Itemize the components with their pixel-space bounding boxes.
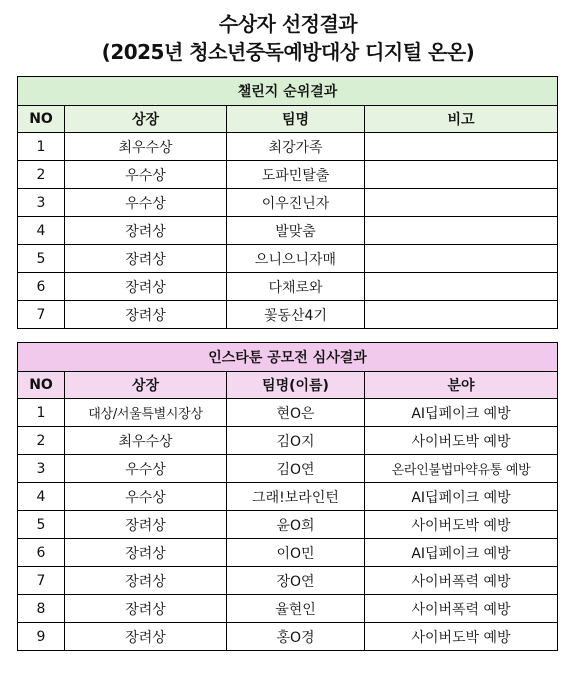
- table-header-row: [18, 372, 558, 399]
- cell-note: [365, 217, 558, 245]
- cell-team: 현O은: [227, 399, 365, 427]
- column-header-award: 상장: [65, 106, 227, 133]
- table-row: [18, 161, 558, 189]
- cell-no: 4: [18, 217, 65, 245]
- cell-team: 윤O희: [227, 511, 365, 539]
- cell-award: 장려상: [65, 623, 227, 651]
- cell-team: 최강가족: [227, 133, 365, 161]
- cell-category: AI딥페이크 예방: [365, 483, 558, 511]
- cell-no: 4: [18, 483, 65, 511]
- cell-note: [365, 273, 558, 301]
- instatoon-results-table: [17, 342, 558, 651]
- page-title: 수상자 선정결과: [218, 12, 358, 36]
- cell-no: 2: [18, 427, 65, 455]
- cell-no: 8: [18, 595, 65, 623]
- cell-team: 꽃동산4기: [227, 301, 365, 329]
- cell-no: 2: [18, 161, 65, 189]
- cell-note: [365, 133, 558, 161]
- cell-no: 1: [18, 133, 65, 161]
- table-row: [18, 217, 558, 245]
- cell-category: 온라인불법마약유통 예방: [365, 455, 558, 483]
- table-row: [18, 567, 558, 595]
- page-subtitle: (2025년 청소년중독예방대상 디지털 온온): [101, 40, 475, 64]
- title-block: [0, 0, 576, 66]
- table-row: [18, 273, 558, 301]
- cell-category: 사이버폭력 예방: [365, 567, 558, 595]
- cell-no: 6: [18, 539, 65, 567]
- column-header-no: NO: [18, 372, 65, 399]
- cell-team: 이우진닌자: [227, 189, 365, 217]
- cell-no: 6: [18, 273, 65, 301]
- cell-no: 5: [18, 511, 65, 539]
- cell-category: 사이버폭력 예방: [365, 595, 558, 623]
- table-row: [18, 427, 558, 455]
- cell-category: AI딥페이크 예방: [365, 539, 558, 567]
- table-row: [18, 399, 558, 427]
- table-row: [18, 189, 558, 217]
- cell-team: 김O연: [227, 455, 365, 483]
- cell-no: 5: [18, 245, 65, 273]
- cell-award: 장려상: [65, 301, 227, 329]
- table-header-row: [18, 106, 558, 133]
- cell-category: 사이버도박 예방: [365, 623, 558, 651]
- cell-award: 장려상: [65, 567, 227, 595]
- challenge-results-table: [17, 76, 558, 329]
- cell-team: 으니으니자매: [227, 245, 365, 273]
- column-header-team-name: 팀명(이름): [227, 372, 365, 399]
- cell-award: 장려상: [65, 511, 227, 539]
- cell-award: 장려상: [65, 273, 227, 301]
- cell-no: 3: [18, 455, 65, 483]
- cell-team: 이O민: [227, 539, 365, 567]
- cell-award: 장려상: [65, 595, 227, 623]
- cell-team: 율현인: [227, 595, 365, 623]
- table-row: [18, 483, 558, 511]
- table-row: [18, 623, 558, 651]
- cell-award: 장려상: [65, 217, 227, 245]
- column-header-no: NO: [18, 106, 65, 133]
- cell-category: AI딥페이크 예방: [365, 399, 558, 427]
- cell-team: 발맞춤: [227, 217, 365, 245]
- cell-award: 우수상: [65, 189, 227, 217]
- column-header-team: 팀명: [227, 106, 365, 133]
- cell-category: 사이버도박 예방: [365, 511, 558, 539]
- cell-no: 7: [18, 301, 65, 329]
- column-header-note: 비고: [365, 106, 558, 133]
- column-header-category: 분야: [365, 372, 558, 399]
- table-row: [18, 539, 558, 567]
- cell-no: 1: [18, 399, 65, 427]
- cell-team: 홍O경: [227, 623, 365, 651]
- cell-award: 대상/서울특별시장상: [65, 399, 227, 427]
- cell-award: 장려상: [65, 539, 227, 567]
- cell-award: 우수상: [65, 455, 227, 483]
- cell-award: 우수상: [65, 161, 227, 189]
- table-caption-row: [18, 343, 558, 372]
- table-row: [18, 455, 558, 483]
- cell-team: 그래!보라인턴: [227, 483, 365, 511]
- cell-no: 9: [18, 623, 65, 651]
- cell-no: 7: [18, 567, 65, 595]
- table-caption: 챌린지 순위결과: [18, 77, 558, 106]
- cell-team: 다채로와: [227, 273, 365, 301]
- table-caption: 인스타툰 공모전 심사결과: [18, 343, 558, 372]
- cell-category: 사이버도박 예방: [365, 427, 558, 455]
- cell-note: [365, 161, 558, 189]
- cell-no: 3: [18, 189, 65, 217]
- table-row: [18, 511, 558, 539]
- cell-award: 최우수상: [65, 427, 227, 455]
- cell-team: 도파민탈출: [227, 161, 365, 189]
- cell-note: [365, 301, 558, 329]
- cell-award: 최우수상: [65, 133, 227, 161]
- cell-award: 장려상: [65, 245, 227, 273]
- table-row: [18, 133, 558, 161]
- cell-note: [365, 245, 558, 273]
- table-row: [18, 245, 558, 273]
- cell-team: 김O지: [227, 427, 365, 455]
- column-header-award: 상장: [65, 372, 227, 399]
- cell-note: [365, 189, 558, 217]
- cell-team: 장O연: [227, 567, 365, 595]
- table-row: [18, 301, 558, 329]
- cell-award: 우수상: [65, 483, 227, 511]
- table-caption-row: [18, 77, 558, 106]
- table-row: [18, 595, 558, 623]
